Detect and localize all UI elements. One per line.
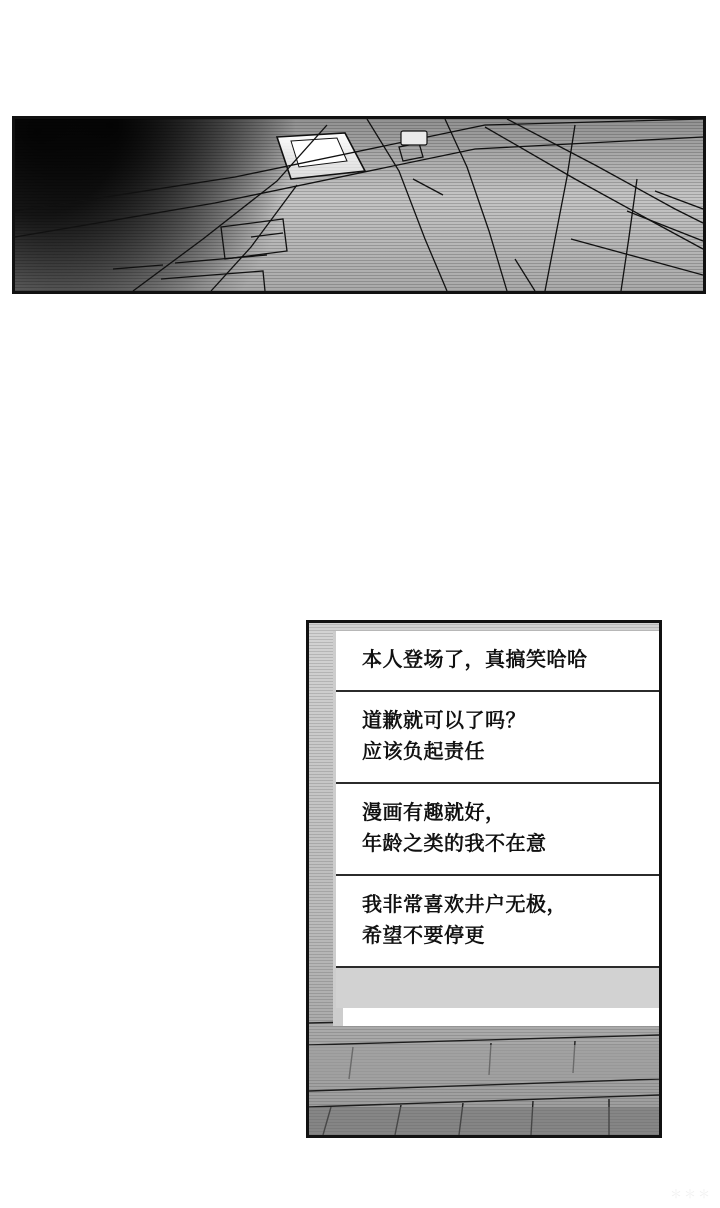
comment-text: 本人登场了，真搞笑哈哈 xyxy=(362,649,588,671)
comment-screen[interactable] xyxy=(333,631,662,1026)
comic-panel-comment-board xyxy=(306,620,662,1138)
list-item-empty[interactable] xyxy=(336,968,662,1008)
comment-text: 希望不要停更 xyxy=(362,925,485,947)
comment-text: 漫画有趣就好， xyxy=(362,802,506,824)
comment-text: 我非常喜欢井户无极， xyxy=(362,894,567,916)
ceiling-line-art xyxy=(15,119,703,291)
comment-text: 应该负起责任 xyxy=(362,741,485,763)
comment-text: 年龄之类的我不在意 xyxy=(362,833,547,855)
list-item[interactable] xyxy=(336,631,662,692)
comic-panel-establishing-shot xyxy=(12,116,706,294)
list-item[interactable] xyxy=(336,692,662,784)
watermark: ＊＊＊ xyxy=(669,1187,712,1201)
list-item[interactable] xyxy=(336,784,662,876)
list-item[interactable] xyxy=(336,876,662,968)
comment-text: 道歉就可以了吗？ xyxy=(362,710,526,732)
